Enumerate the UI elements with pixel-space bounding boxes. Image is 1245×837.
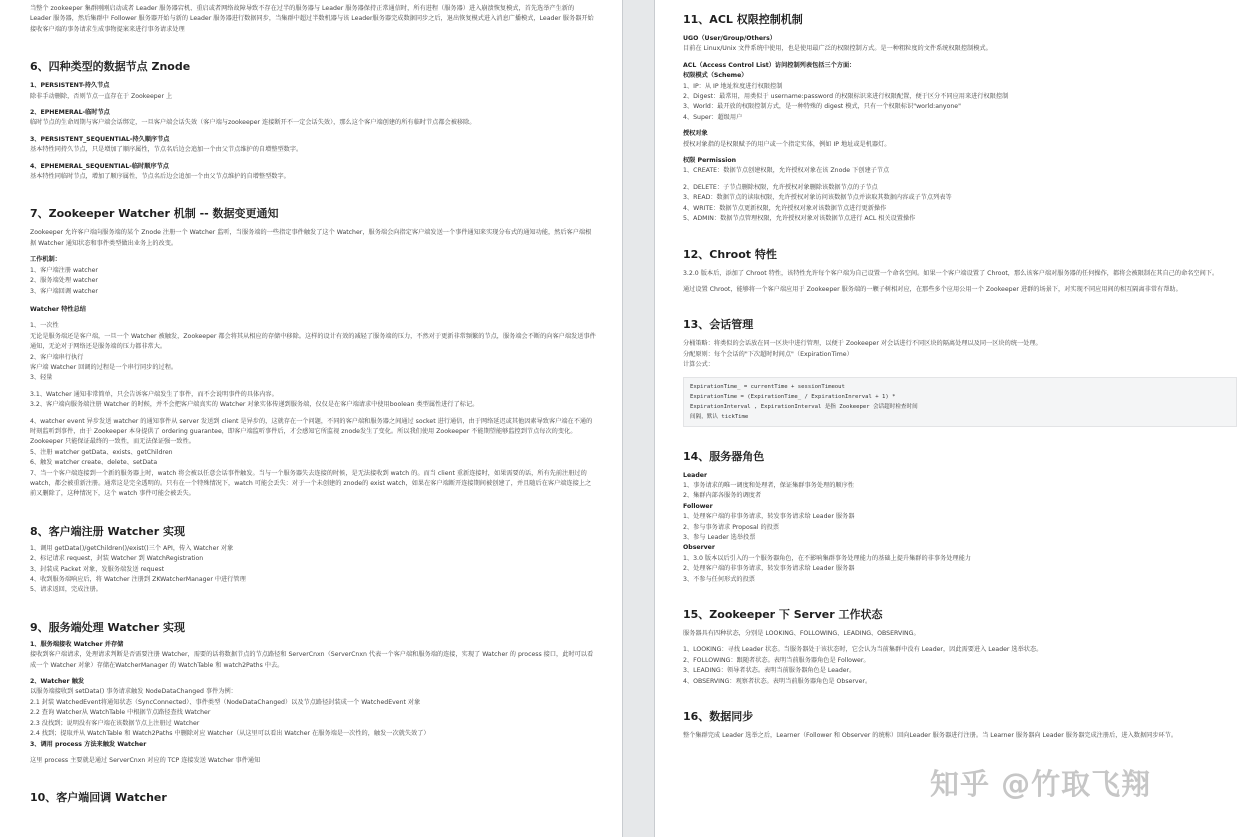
bold-label: 权限 Permission (683, 157, 737, 165)
paragraph: 5、请求返回，完成注册。 (30, 586, 102, 594)
paragraph: 2.3 没找到；说明没有客户端在该数据节点上注册过 Watcher (30, 719, 200, 727)
paragraph: 1、事务请求的唯一调度和处理者，保证集群事务处理的顺序性 (683, 481, 854, 489)
paragraph: 1、客户端注册 watcher (30, 266, 98, 274)
bold-label: Leader (683, 471, 707, 479)
paragraph: 计算公式： (683, 361, 714, 369)
paragraph: 通过设置 Chroot，能够将一个客户端应用于 Zookeeper 服务端的一颗子树相对应，在那些多个应用公用一个 Zookeeper 进群的场景下，对实现不同应用间的相互隔离非常有帮助。 (683, 285, 1182, 293)
bold-label: 2、Watcher 触发 (30, 678, 85, 686)
paragraph: 4、watcher event 异步发送 watcher 的通知事件从 server 发送到 client 是异步的，这就存在一个问题，不同的客户端和服务器之间通过 socket 进行通信，由于网络延迟或其他因素导致客户端在不通的时刻监听到事件，由于 Zookeeper 本身提供了 ordering guarantee，即客户端监听事件后，才会感知它所监视 znode发生了变化。所以我们使用 Zookeeper 不能期望能够监控到节点每次的变化。Zookeeper 只能保证最终的一致性，而无法保证强一致性。 (30, 417, 593, 446)
bold-label: 工作机制： (30, 256, 61, 264)
paragraph: 基本特性同临时节点，增加了顺序属性，节点名后边会追加一个由父节点维护的自增整型数字。 (30, 173, 290, 181)
paragraph: 1、LOOKING：寻找 Leader 状态。当服务器处于该状态时，它会认为当前集群中没有 Leader，因此需要进入 Leader 选举状态。 (683, 646, 1043, 654)
paragraph: 以服务端接收到 setData() 事务请求触发 NodeDataChanged 事件为例： (30, 688, 237, 696)
paragraph: 2、集群内部各服务的调度者 (683, 492, 762, 500)
paragraph: 3、不参与任何形式的投票 (683, 575, 755, 583)
section-heading: 13、会话管理 (683, 318, 754, 332)
paragraph: 3.1、Watcher 通知非常简单，只会告诉客户端发生了事件，而不会说明事件的具体内容。 (30, 390, 278, 398)
paragraph: 3.2.0 版本后，添加了 Chroot 特性，该特性允许每个客户端为自己设置一个命名空间。如果一个客户端设置了 Chroot，那么该客户端对服务器的任何操作，都将会被限制在其自己的命名空间下。 (683, 269, 1219, 277)
section-heading: 16、数据同步 (683, 710, 754, 724)
paragraph: 2、DELETE：子节点删除权限，允许授权对象删除该数据节点的子节点 (683, 183, 878, 191)
code-line: ExpirationTime = (ExpirationTime_ / ExpirationInrerval + 1) * (690, 393, 896, 400)
bold-label: Watcher 特性总结 (30, 305, 86, 313)
watermark: 知乎 @竹取飞翔 (930, 767, 1152, 801)
paragraph: 3、READ：数据节点的读取权限，允许授权对象访问该数据节点并读取其数据内容或子节点列表等 (683, 194, 952, 202)
section-heading: 9、服务端处理 Watcher 实现 (30, 620, 185, 634)
section-heading: 14、服务器角色 (683, 449, 765, 463)
paragraph: 4、OBSERVING：观察者状态。表明当前服务器角色是 Observer。 (683, 677, 872, 685)
paragraph: 2、FOLLOWING：跟随者状态。表明当前服务器角色是 Follower。 (683, 656, 870, 664)
paragraph: 服务器具有四种状态，分别是 LOOKING、FOLLOWING、LEADING、OBSERVING。 (683, 630, 920, 637)
paragraph: 这里 process 主要就是通过 ServerCnxn 对应的 TCP 连接发送 Watcher 事件通知 (30, 756, 261, 764)
paragraph: 4、WRITE：数据节点更新权限，允许授权对象对该数据节点进行更新操作 (683, 204, 887, 212)
bold-label: ACL（Access Control List）访问控制列表包括三个方面： (683, 61, 856, 69)
paragraph: 2.4 找到；提取并从 WatchTable 和 Watch2Paths 中删除对应 Watcher（从这里可以看出 Watcher 在服务端是一次性的，触发一次就失效了） (30, 730, 430, 738)
paragraph: 无论是服务端还是客户端，一旦一个 Watcher 被触发，Zookeeper 都会将其从相应的存储中移除。这样的设计有效的减轻了服务端的压力，不然对于更新非常频繁的节点，服务端会不断的向客户端发送事件通知，无论对于网络还是服务端的压力都非常大。 (30, 332, 596, 351)
paragraph: 当整个 zookeeper 集群刚刚启动或者 Leader 服务器宕机、重启或者网络故障导致不存在过半的服务器与 Leader 服务器保持正常通信时，所有进程（服务器）进入崩溃恢复模式，首先选举产生新的 Leader 服务器，然后集群中 Follower 服务器开始与新的 Leader 服务器进行数据同步，当集群中超过半数机器与该 Leader服务器完成数据同步之后，退出恢复模式进入消息广播模式，Leader 服务器开始接收客户端的事务请求生成事物提案来进行事务请求处理 (30, 5, 594, 33)
paragraph: 1、IP：从 IP 地址粒度进行权限控制 (683, 82, 783, 90)
paragraph: 2、服务端处理 watcher (30, 277, 98, 285)
bold-label: 2、EPHEMERAL-临时节点 (30, 109, 110, 117)
paragraph: 分桶策略：将类似的会话放在同一区块中进行管理，以便于 Zookeeper 对会话进行不同区块的隔离处理以及同一区块的统一处理。 (683, 340, 1042, 348)
paragraph: 3、World：最开放的权限控制方式，是一种特殊的 digest 模式，只有一个权限标识"world:anyone" (683, 103, 961, 111)
paragraph: 2.1 封装 WatchedEvent将通知状态（SyncConnected）、事件类型（NodeDataChanged）以及节点路径封装成一个 WatchedEvent 对象 (30, 698, 421, 706)
paragraph: 1、3.0 版本以后引入的一个服务器角色，在不影响集群事务处理能力的基础上提升集群的非事务处理能力 (683, 554, 971, 562)
page-gutter (622, 0, 655, 837)
paragraph: 目前在 Linux/Unix 文件系统中使用，也是使用最广泛的权限控制方式。是一种粗粒度的文件系统权限控制模式。 (683, 45, 992, 53)
bold-label: Follower (683, 502, 713, 510)
paragraph: 5、注册 watcher getData、exists、getChildren (30, 448, 173, 456)
paragraph: 整个集群完成 Leader 选举之后，Learner（Follower 和 Observer 的统称）回向Leader 服务器进行注册。当 Learner 服务器向 Leader 服务器完成注册后，进入数据同步环节。 (683, 732, 1178, 740)
bold-label: 授权对象 (683, 130, 708, 138)
document-page-right (655, 0, 1245, 837)
paragraph: 3、LEADING：领导者状态。表明当前服务器角色是 Leader。 (683, 667, 856, 675)
document-page-left (0, 0, 622, 837)
paragraph: 1、调用 getData()/getChildren()/exist()三个 API，传入 Watcher 对象 (30, 544, 234, 552)
code-line: ExpirationInterval , ExpirationInterval 是指 Zookeeper 会话超时检查时间 (690, 403, 918, 410)
paragraph: 2、标记请求 request，封装 Watcher 到 WatchRegistration (30, 555, 204, 563)
code-line: ExpirationTime_ = currentTime + sessionTimeout (690, 383, 845, 390)
paragraph: Zookeeper 允许客户端向服务端的某个 Znode 注册一个 Watcher 监听，当服务端的一些指定事件触发了这个 Watcher，服务端会向指定客户端发送一个事件通知来实现分布式的通知功能，然后客户端根据 Watcher 通知状态和事件类型做出业务上的改变。 (30, 229, 592, 247)
bold-label: 3、PERSISTENT_SEQUENTIAL-持久顺序节点 (30, 135, 170, 143)
bold-label: 权限模式（Scheme） (683, 72, 748, 80)
paragraph: 接收到客户端请求，处理请求判断是否需要注册 Watcher，需要的话将数据节点的节点路径和 ServerCnxn（ServerCnxn 代表一个客户端和服务端的连接，实现了 Watcher 的 process 接口，此时可以看成一个 Watcher 对象）存储在WatcherManager 的 WatchTable 和 watch2Paths 中去。 (30, 651, 594, 669)
section-heading: 12、Chroot 特性 (683, 247, 777, 261)
paragraph: 3、封装成 Packet 对象，发服务端发送 request (30, 565, 165, 573)
paragraph: 4、收到服务端响应后，将 Watcher 注册到 ZKWatcherManager 中进行管理 (30, 576, 246, 584)
paragraph: 2、参与事务请求 Proposal 的投票 (683, 523, 780, 531)
section-heading: 15、Zookeeper 下 Server 工作状态 (683, 608, 883, 621)
paragraph: 1、CREATE：数据节点创建权限，允许授权对象在该 Znode 下创建子节点 (683, 167, 890, 175)
paragraph: 分配原则：每个会话的"下次超时时间点"（ExpirationTime） (683, 350, 853, 358)
section-heading: 7、Zookeeper Watcher 机制 -- 数据变更通知 (30, 207, 279, 221)
paragraph: 2.2 查询 Watcher从 WatchTable 中根据节点路径查找 Watcher (30, 709, 211, 717)
paragraph: 2、处理客户端的非事务请求，转发事务请求给 Leader 服务器 (683, 565, 855, 573)
section-heading: 6、四种类型的数据节点 Znode (30, 60, 191, 74)
section-heading: 10、客户端回调 Watcher (30, 791, 167, 805)
bold-label: UGO（User/Group/Others） (683, 35, 776, 42)
code-block (683, 377, 1237, 427)
paragraph: 3、轻量 (30, 374, 53, 382)
paragraph: 授权对象指的是权限赋予的用户或一个指定实体，例如 IP 地址或是机器灯。 (683, 140, 891, 148)
bold-label: 1、服务端接收 Watcher 并存储 (30, 640, 124, 648)
paragraph: 4、Super：超级用户 (683, 113, 743, 121)
paragraph: 7、当一个客户端连接到一个新的服务器上时，watch 将会被以任意会话事件触发。当与一个服务器失去连接的时候，是无法接收到 watch 的。而当 client 重新连接时，如果需要的话，所有先前注册过的 watch，都会被重新注册。通常这是完全透明的。只有在一个特殊情况下，watch 可能会丢失：对于一个未创建的 znode的 exist watch，如果在客户端断开连接期间被创建了，并且随后在客户端连接上之前又删除了，这种情况下，这个 watch 事件可能会被丢失。 (30, 469, 592, 498)
paragraph: 3.2、客户端向服务端注册 Watcher 的时候，并不会把客户端真实的 Watcher 对象实体传递到服务端，仅仅是在客户端请求中使用boolean 类型属性进行了标记。 (30, 401, 479, 409)
paragraph: 临时节点的生命周期与客户端会话绑定，一旦客户端会话失效（客户端与zookeeper 连接断开不一定会话失效），那么这个客户端创建的所有临时节点都会被移除。 (30, 119, 476, 127)
paragraph: 2、客户端串行执行 (30, 353, 84, 361)
paragraph: 基本特性同持久节点，只是增加了顺序属性，节点名后边会追加一个由父节点维护的自增整型数字。 (30, 146, 303, 154)
paragraph: 1、一次性 (30, 322, 59, 330)
bold-label: 1、PERSISTENT-持久节点 (30, 82, 110, 90)
section-heading: 8、客户端注册 Watcher 实现 (30, 524, 185, 538)
paragraph: 3、参与 Leader 选举投票 (683, 533, 756, 541)
paragraph: 6、触发 watcher create、delete、setData (30, 459, 158, 467)
bold-label: 4、EPHEMERAL_SEQUENTIAL-临时顺序节点 (30, 162, 169, 170)
bold-label: 3、调用 process 方法来触发 Watcher (30, 740, 147, 748)
paragraph: 2、Digest：最常用，用类似于 username:password 的权限标识来进行权限配置，便于区分不同应用来进行权限控制 (683, 93, 1009, 101)
paragraph: 客户端 Watcher 回调的过程是一个串行同步的过程。 (30, 363, 178, 371)
paragraph: 5、ADMIN：数据节点管理权限，允许授权对象对该数据节点进行 ACL 相关设置操作 (683, 215, 916, 223)
bold-label: Observer (683, 544, 715, 552)
paragraph: 除非手动删除，否则节点一直存在于 Zookeeper 上 (30, 92, 173, 100)
paragraph: 3、客户端回调 watcher (30, 287, 98, 295)
code-line: 间隔，默认 tickTime (690, 413, 749, 420)
section-heading: 11、ACL 权限控制机制 (683, 13, 803, 26)
paragraph: 1、处理客户端的非事务请求，转发事务请求给 Leader 服务器 (683, 513, 855, 521)
